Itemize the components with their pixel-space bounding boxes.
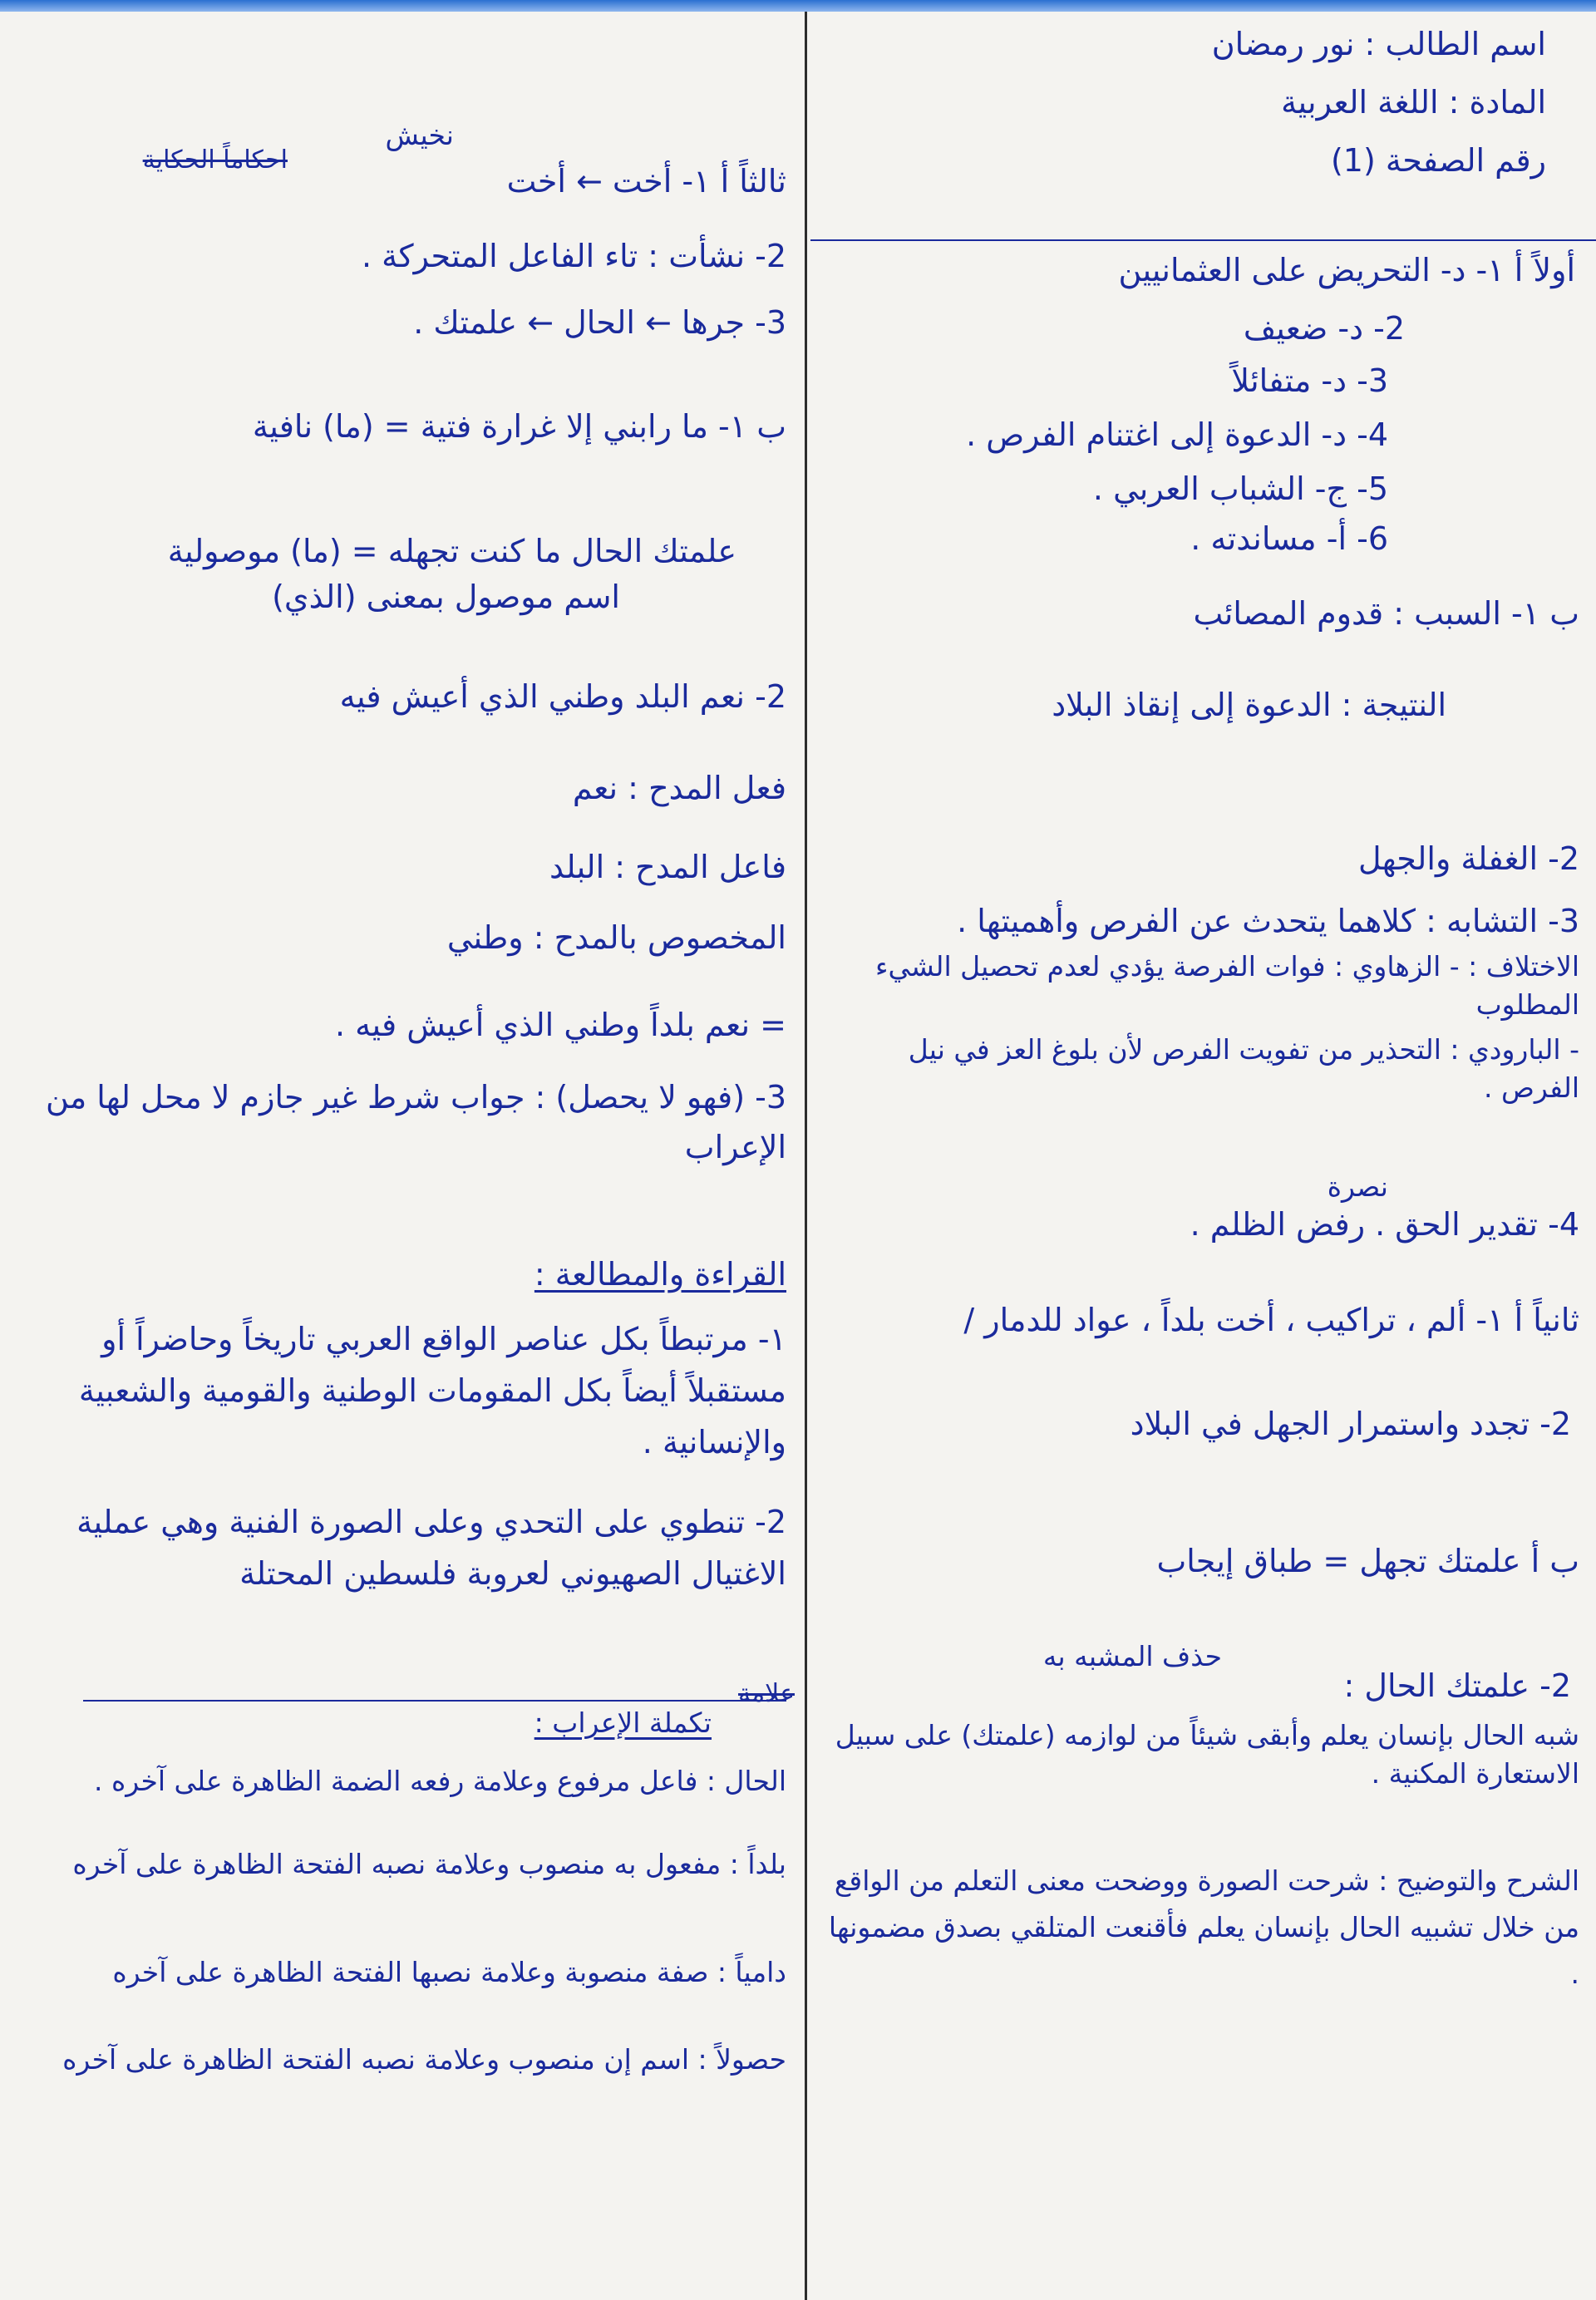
right-column xyxy=(810,0,1596,2300)
q3b-item-2: 2- نعم البلد وطني الذي أعيش فيه xyxy=(339,678,786,715)
column-divider xyxy=(805,12,807,2300)
left-note-top: نخيش xyxy=(385,119,454,151)
irab-section-title: تكملة الإعراب : xyxy=(534,1707,712,1739)
reading-answer-2: 2- تنطوي على التحدي وعلى الصورة الفنية وهي عملية الاغتيال الصهيوني لعروبة فلسطين المحتلة xyxy=(76,1504,786,1592)
q2b-item-2: 2- علمتك الحال : xyxy=(1343,1667,1571,1704)
header-rule xyxy=(810,239,1596,241)
student-name: اسم الطالب : نور رمضان xyxy=(1211,26,1546,62)
q2b-item-2-note: حذف المشبه به xyxy=(1042,1640,1222,1672)
subject-line: المادة : اللغة العربية xyxy=(1281,84,1546,121)
q3a-item-3: 3- جرها ← الحال ← علمتك . xyxy=(413,304,786,341)
q1b-item-4: 4- تقدير الحق . رفض الظلم . xyxy=(1190,1206,1579,1243)
q1b-item-1-result: النتيجة : الدعوة إلى إنقاذ البلاد xyxy=(1052,687,1446,723)
q3b-item-1: ب ١- ما رابني إلا غرارة فتية = (ما) نافية xyxy=(252,408,786,445)
crossed-out-text: احكاماً الحكاية xyxy=(142,145,288,175)
q3b-item-1-relative: اسم موصول بمعنى (الذي) xyxy=(272,579,620,615)
q1b-item-3-difference: الاختلاف : - الزهاوي : فوات الفرصة يؤدي لعدم تحصيل الشيء المطلوب xyxy=(874,950,1579,1021)
irab-item-4: حصولاً : اسم إن منصوب وعلامة نصبه الفتحة الظاهرة على آخره xyxy=(62,2043,786,2076)
page-number: رقم الصفحة (1) xyxy=(1330,142,1546,179)
irab-item-3: دامياً : صفة منصوبة وعلامة نصبها الفتحة الظاهرة على آخره xyxy=(112,1956,786,1988)
q1b-item-3-baroudi: - البارودي : التحذير من تفويت الفرص لأن بلوغ العز في نيل الفرص . xyxy=(908,1033,1579,1104)
q2b-item-2-commentary: الشرح والتوضيح : شرحت الصورة ووضحت معنى التعلم من الواقع من خلال تشبيه الحال بإنسان يعلم فأقنعت المتلقي بصدق مضمونها . xyxy=(828,1864,1579,1990)
q1a-item-4: 4- د- الدعوة إلى اغتنام الفرص . xyxy=(966,416,1388,453)
q1a-item-6: 6- أ- مساندته . xyxy=(1190,520,1388,557)
q1a-item-5: 5- ج- الشباب العربي . xyxy=(1092,470,1388,507)
q1a-item-3: 3- د- متفائلاً xyxy=(1231,362,1388,399)
q1b-item-3-similarity: 3- التشابه : كلاهما يتحدث عن الفرص وأهميتها . xyxy=(957,903,1579,939)
q2a-item-1: ثانياً أ ١- ألم ، تراكيب ، أخت بلداً ، عواد للدمار / xyxy=(963,1302,1579,1338)
section-rule xyxy=(83,1700,786,1702)
q3b-item-2-rewrite: = نعم بلداً وطني الذي أعيش فيه . xyxy=(334,1007,786,1043)
q3b-item-2-verb: فعل المدح : نعم xyxy=(572,770,786,806)
q3b-item-2-specified: المخصوص بالمدح : وطني xyxy=(446,919,786,956)
q2a-item-2: 2- تجدد واستمرار الجهل في البلاد xyxy=(1130,1406,1571,1442)
q3b-item-2-subject: فاعل المدح : البلد xyxy=(549,849,786,885)
q3a-item-1: ثالثاً أ ١- أخت ← أخت xyxy=(506,163,786,199)
q3a-item-2: 2- نشأت : تاء الفاعل المتحركة . xyxy=(361,238,786,274)
irab-item-2: بلداً : مفعول به منصوب وعلامة نصبه الفتحة الظاهرة على آخره xyxy=(72,1848,786,1880)
q1b-item-1: ب ١- السبب : قدوم المصائب xyxy=(1193,595,1579,632)
q1a-item-1: أولاً أ ١- د- التحريض على العثمانيين xyxy=(1118,252,1575,288)
q1b-item-4-note: نصرة xyxy=(1327,1170,1388,1203)
q1a-item-2: 2- د- ضعيف xyxy=(1243,310,1405,347)
crossed-out-irab: علامة xyxy=(738,1679,795,1708)
q2b-item-1: ب أ علمتك تجهل = طباق إيجاب xyxy=(1156,1543,1579,1579)
q2b-item-2-explanation: شبه الحال بإنسان يعلم وأبقى شيئاً من لوازمه (علمتك) على سبيل الاستعارة المكنية . xyxy=(835,1719,1579,1790)
irab-item-1: الحال : فاعل مرفوع وعلامة رفعه الضمة الظاهرة على آخره . xyxy=(93,1765,786,1797)
q3b-item-1-second: علمتك الحال ما كنت تجهله = (ما) موصولية xyxy=(167,533,736,569)
q1b-item-2: 2- الغفلة والجهل xyxy=(1357,840,1579,877)
q3b-item-3: 3- (فهو لا يحصل) : جواب شرط غير جازم لا محل لها من الإعراب xyxy=(45,1079,786,1165)
reading-answer-1: ١- مرتبطاً بكل عناصر الواقع العربي تاريخاً وحاضراً أو مستقبلاً أيضاً بكل المقومات الوطنية والقومية والشعبية والإنسانية . xyxy=(78,1321,786,1460)
reading-section-title: القراءة والمطالعة : xyxy=(534,1256,786,1293)
